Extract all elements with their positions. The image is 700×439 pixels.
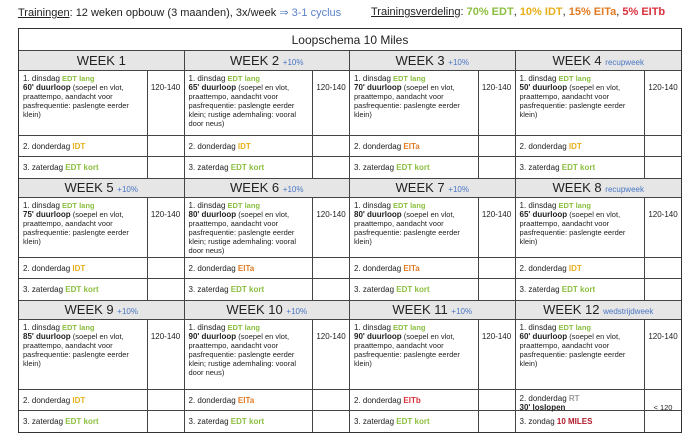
week-label: WEEK 8 xyxy=(552,180,602,195)
day3-side xyxy=(312,411,349,432)
day1-text xyxy=(189,74,309,128)
day1-type: EDT lang xyxy=(558,323,592,332)
day2-type: RT xyxy=(568,394,580,403)
day2-block xyxy=(516,258,682,279)
day1-type: EDT lang xyxy=(393,74,426,83)
day2-text xyxy=(189,396,255,405)
day3-label: 3. zondag xyxy=(519,417,555,426)
day1-label: 1. dinsdag xyxy=(519,74,557,83)
week-header xyxy=(185,178,350,198)
day2-side xyxy=(147,258,184,278)
heart-rate: 120-140 xyxy=(312,71,349,135)
week-tag: +10% xyxy=(448,58,469,67)
week-label: WEEK 1 xyxy=(76,53,126,68)
day2-type: IDT xyxy=(72,396,86,405)
day1-duration: 90' duurloop xyxy=(354,332,402,341)
day2-text xyxy=(520,142,582,151)
day2-label: 2. donderdag xyxy=(188,264,236,273)
day3-label: 3. zaterdag xyxy=(23,285,64,294)
day2-text xyxy=(23,396,85,405)
day1-duration: 65' duurloop xyxy=(188,83,237,92)
day3-block xyxy=(19,411,184,432)
day3-type: EDT kort xyxy=(230,417,265,426)
day3-label: 3. zaterdag xyxy=(23,417,64,426)
day2-text xyxy=(354,264,420,273)
day1-label: 1. dinsdag xyxy=(188,74,226,83)
day1-block xyxy=(185,320,350,390)
day3-type: EDT kort xyxy=(230,163,265,172)
week-label: WEEK 6 xyxy=(230,180,280,195)
day2-side xyxy=(312,390,349,410)
day2-block xyxy=(19,390,184,411)
day3-side xyxy=(644,411,681,432)
week-cell xyxy=(350,51,516,178)
week-header xyxy=(350,178,515,198)
day1-text xyxy=(189,201,309,255)
day1-duration: 70' duurloop xyxy=(354,83,402,92)
day3-type: EDT kort xyxy=(65,163,99,172)
day1-label: 1. dinsdag xyxy=(354,74,391,83)
day3-text xyxy=(520,163,596,172)
day1-description: (soepel en vlot, praattempo, aandacht voor pasfrequentie: paslengte eerder klein) xyxy=(354,210,460,246)
day3-side xyxy=(644,157,681,178)
heart-rate: 120-140 xyxy=(312,320,349,389)
day2-side xyxy=(312,136,349,156)
day1-type: EDT lang xyxy=(558,74,592,83)
day3-side xyxy=(147,279,184,300)
pct-eita: 15% EITa xyxy=(568,6,617,18)
day3-label: 3. zaterdag xyxy=(519,285,560,294)
heart-rate: 120-140 xyxy=(478,320,515,389)
week-label: WEEK 11 xyxy=(392,302,448,317)
week-header xyxy=(185,51,350,71)
heart-rate: 120-140 xyxy=(644,320,681,389)
day2-type: IDT xyxy=(568,264,582,273)
day3-text xyxy=(189,417,265,426)
week-cell xyxy=(516,178,682,300)
day2-label: 2. donderdag xyxy=(354,264,402,273)
day1-type: EDT lang xyxy=(227,323,261,332)
day3-block xyxy=(185,157,350,178)
week-tag: +10% xyxy=(282,185,304,194)
day1-label: 1. dinsdag xyxy=(23,74,60,83)
day3-type: EDT kort xyxy=(561,163,596,172)
week-tag: +10% xyxy=(117,307,138,316)
day1-text xyxy=(189,323,309,377)
heart-rate: 120-140 xyxy=(478,71,515,135)
day3-side xyxy=(478,157,515,178)
day1-duration: 75' duurloop xyxy=(23,210,71,219)
day2-block xyxy=(350,136,515,157)
day3-side xyxy=(478,279,515,300)
week-header xyxy=(185,300,350,320)
day1-text xyxy=(354,323,474,368)
day1-label: 1. dinsdag xyxy=(188,323,226,332)
trainings-label: Trainingen xyxy=(18,7,70,19)
week-header xyxy=(19,51,184,71)
week-header xyxy=(19,300,184,320)
day3-block xyxy=(516,279,682,300)
day2-label: 2. donderdag xyxy=(23,396,71,405)
week-label: WEEK 7 xyxy=(395,180,445,195)
day1-text xyxy=(354,74,474,119)
day3-text xyxy=(189,163,265,172)
day2-label: 2. donderdag xyxy=(23,142,71,151)
day2-block xyxy=(516,136,682,157)
day1-label: 1. dinsdag xyxy=(23,323,60,332)
day2-block xyxy=(19,136,184,157)
day2-side xyxy=(644,258,681,278)
training-summary xyxy=(18,6,341,22)
week-header xyxy=(350,300,515,320)
trainings-text: : 12 weken opbouw (3 maanden), 3x/week xyxy=(69,7,277,19)
day2-type: EITa xyxy=(403,264,420,273)
day2-block xyxy=(185,390,350,411)
week-tag: +10% xyxy=(282,58,304,67)
day1-text xyxy=(520,323,640,368)
week-label: WEEK 5 xyxy=(64,180,114,195)
day3-type: EDT kort xyxy=(65,285,99,294)
day3-type: 10 MILES xyxy=(556,417,593,426)
pct-idt: 10% IDT xyxy=(519,6,563,18)
day2-text xyxy=(23,264,85,273)
week-header xyxy=(516,300,682,320)
sep-1: , xyxy=(513,6,517,18)
day1-type: EDT lang xyxy=(62,201,95,210)
day2-block xyxy=(350,258,515,279)
day2-block xyxy=(350,390,515,411)
day2-type: EITa xyxy=(403,142,420,151)
day3-block xyxy=(19,157,184,178)
schedule-title: Loopschema 10 Miles xyxy=(19,29,681,51)
day2-text xyxy=(354,142,420,151)
day3-block xyxy=(516,411,682,432)
week-cell xyxy=(19,178,185,300)
schedule-table xyxy=(18,28,682,433)
day2-text xyxy=(520,264,582,273)
week-cell xyxy=(19,300,185,432)
day3-label: 3. zaterdag xyxy=(23,163,64,172)
day1-label: 1. dinsdag xyxy=(188,201,226,210)
day2-label: 2. donderdag xyxy=(188,142,236,151)
week-tag: +10% xyxy=(451,307,473,316)
day2-type: EITb xyxy=(403,396,421,405)
day2-text xyxy=(189,142,251,151)
day1-description: (soepel en vlot, praattempo, aandacht voor pasfrequentie: paslengte eerder klein) xyxy=(23,83,129,119)
day1-block xyxy=(19,320,184,390)
day2-type: EITa xyxy=(237,396,255,405)
day3-type: EDT kort xyxy=(396,417,430,426)
week-tag: +10% xyxy=(448,185,469,194)
day3-label: 3. zaterdag xyxy=(354,285,395,294)
heart-rate: 120-140 xyxy=(147,198,184,257)
day2-type: EITa xyxy=(237,264,255,273)
day3-side xyxy=(312,279,349,300)
week-tag: wedstrijdweek xyxy=(603,307,654,316)
day3-type: EDT kort xyxy=(230,285,265,294)
week-cell xyxy=(185,178,351,300)
day1-text xyxy=(23,201,143,246)
day1-duration: 65' duurloop xyxy=(519,210,568,219)
day1-type: EDT lang xyxy=(227,74,261,83)
day3-text xyxy=(520,417,593,426)
day1-type: EDT lang xyxy=(393,201,426,210)
day2-side xyxy=(644,136,681,156)
day3-side xyxy=(478,411,515,432)
day1-duration: 80' duurloop xyxy=(188,210,237,219)
sep-3: , xyxy=(616,6,620,18)
day2-type: IDT xyxy=(237,142,251,151)
day2-text xyxy=(354,396,421,405)
day2-label: 2. donderdag xyxy=(354,396,402,405)
week-tag: +10% xyxy=(286,307,308,316)
week-cell xyxy=(350,300,516,432)
day3-label: 3. zaterdag xyxy=(188,417,229,426)
day3-text xyxy=(520,285,596,294)
day1-description: (soepel en vlot, praattempo, aandacht voor pasfrequentie: paslengte eerder klein) xyxy=(23,332,129,368)
day1-type: EDT lang xyxy=(393,323,426,332)
day3-text xyxy=(354,163,430,172)
day1-description: (soepel en vlot, praattempo, aandacht voor pasfrequentie: paslengte eerder klein) xyxy=(519,83,626,119)
day1-label: 1. dinsdag xyxy=(519,323,557,332)
week-label: WEEK 4 xyxy=(552,53,602,68)
day1-type: EDT lang xyxy=(62,74,95,83)
day1-block xyxy=(185,71,350,136)
heart-rate: 120-140 xyxy=(644,198,681,257)
day1-text xyxy=(520,74,640,119)
day1-description: (soepel en vlot, praattempo, aandacht voor pasfrequentie: paslengte eerder klein) xyxy=(519,210,626,246)
day3-text xyxy=(23,285,99,294)
day3-side xyxy=(147,157,184,178)
week-label: WEEK 9 xyxy=(64,302,114,317)
day3-side xyxy=(147,411,184,432)
day3-text xyxy=(189,285,265,294)
day1-block xyxy=(19,198,184,258)
day1-block xyxy=(350,71,515,136)
day2-label: 2. donderdag xyxy=(23,264,71,273)
day3-block xyxy=(350,157,515,178)
day2-side xyxy=(312,258,349,278)
week-cell xyxy=(19,51,185,178)
day3-block xyxy=(185,411,350,432)
day1-description: (soepel en vlot, praattempo, aandacht voor pasfrequentie: paslengte eerder klein) xyxy=(519,332,626,368)
day3-block xyxy=(516,157,682,178)
day2-block xyxy=(516,390,682,411)
week-tag: recupweek xyxy=(605,58,644,67)
week-label: WEEK 3 xyxy=(395,53,445,68)
day3-block xyxy=(185,279,350,300)
week-header xyxy=(516,178,682,198)
day2-type: IDT xyxy=(72,264,86,273)
heart-rate: 120-140 xyxy=(147,71,184,135)
day2-side xyxy=(478,258,515,278)
day2-label: 2. donderdag xyxy=(519,394,567,403)
sep-2: , xyxy=(562,6,566,18)
day2-type: IDT xyxy=(568,142,582,151)
day2-block xyxy=(185,258,350,279)
day2-label: 2. donderdag xyxy=(188,396,236,405)
day2-label: 2. donderdag xyxy=(519,264,567,273)
week-tag: +10% xyxy=(117,185,138,194)
heart-rate: 120-140 xyxy=(312,198,349,257)
day3-label: 3. zaterdag xyxy=(188,163,229,172)
day1-block xyxy=(185,198,350,258)
day1-type: EDT lang xyxy=(62,323,95,332)
day1-block xyxy=(516,198,682,258)
day3-type: EDT kort xyxy=(396,285,430,294)
day1-duration: 80' duurloop xyxy=(354,210,402,219)
day1-block xyxy=(350,320,515,390)
week-header xyxy=(19,178,184,198)
day1-block xyxy=(19,71,184,136)
distribution-colon: : xyxy=(460,6,464,18)
day3-text xyxy=(23,163,99,172)
day2-label: 2. donderdag xyxy=(354,142,402,151)
day2-side xyxy=(147,390,184,410)
week-cell xyxy=(350,178,516,300)
day1-block xyxy=(516,320,682,390)
row-divider xyxy=(19,178,681,179)
day1-duration: 60' duurloop xyxy=(23,83,71,92)
week-header xyxy=(516,51,682,71)
day2-type: IDT xyxy=(72,142,86,151)
day2-label: 2. donderdag xyxy=(519,142,567,151)
day3-label: 3. zaterdag xyxy=(519,163,560,172)
day1-description: (soepel en vlot, praattempo, aandacht voor pasfrequentie: paslengte eerder klein) xyxy=(354,83,460,119)
day1-text xyxy=(354,201,474,246)
day3-type: EDT kort xyxy=(65,417,99,426)
day1-duration: 90' duurloop xyxy=(188,332,237,341)
day1-description: (soepel en vlot, praattempo, aandacht voor pasfrequentie: paslengte eerder klein) xyxy=(23,210,129,246)
row-divider xyxy=(19,300,681,301)
day1-text xyxy=(520,201,640,246)
day3-type: EDT kort xyxy=(396,163,430,172)
day2-text xyxy=(189,264,255,273)
day1-description: (soepel en vlot, praattempo, aandacht voor pasfrequentie: paslengte eerder klein) xyxy=(354,332,460,368)
day2-side xyxy=(147,136,184,156)
day1-description: (soepel en vlot, praattempo, aandacht voor pasfrequentie: paslengte eerder klein; rustige ademhaling: vooral door neus) xyxy=(188,83,297,128)
heart-rate: 120-140 xyxy=(478,198,515,257)
day1-label: 1. dinsdag xyxy=(519,201,557,210)
day1-description: (soepel en vlot, praattempo, aandacht voor pasfrequentie: paslengte eerder klein; rustige ademhaling: vooral door neus) xyxy=(188,332,297,377)
day1-label: 1. dinsdag xyxy=(23,201,60,210)
day2-side xyxy=(478,390,515,410)
pct-eitb: 5% EITb xyxy=(622,6,666,18)
week-cell xyxy=(185,300,351,432)
week-label: WEEK 2 xyxy=(230,53,280,68)
day3-label: 3. zaterdag xyxy=(354,163,395,172)
day1-text xyxy=(23,74,143,119)
day1-label: 1. dinsdag xyxy=(354,323,391,332)
day3-block xyxy=(350,411,515,432)
pct-edt: 70% EDT xyxy=(466,6,514,18)
day3-label: 3. zaterdag xyxy=(354,417,395,426)
day3-side xyxy=(644,279,681,300)
week-cell xyxy=(516,51,682,178)
week-label: WEEK 12 xyxy=(543,302,600,317)
day3-block xyxy=(19,279,184,300)
day1-description: (soepel en vlot, praattempo, aandacht voor pasfrequentie: paslengte eerder klein; rustige ademhaling: vooral door neus) xyxy=(188,210,297,255)
day1-duration: 50' duurloop xyxy=(519,83,568,92)
day3-label: 3. zaterdag xyxy=(188,285,229,294)
cycle-text: 3-1 cyclus xyxy=(291,7,342,19)
day1-type: EDT lang xyxy=(227,201,261,210)
day1-type: EDT lang xyxy=(558,201,592,210)
training-distribution xyxy=(371,6,665,22)
day1-label: 1. dinsdag xyxy=(354,201,391,210)
day2-block xyxy=(19,258,184,279)
day1-block xyxy=(350,198,515,258)
day2-extra: 30' loslopen xyxy=(519,403,566,412)
day3-block xyxy=(350,279,515,300)
distribution-label: Trainingsverdeling xyxy=(371,6,461,18)
day2-text xyxy=(23,142,85,151)
day2-block xyxy=(185,136,350,157)
arrow-icon: ⇒ xyxy=(279,7,289,19)
day1-text xyxy=(23,323,143,368)
day3-type: EDT kort xyxy=(561,285,596,294)
week-tag: recupweek xyxy=(605,185,644,194)
day2-text xyxy=(520,394,580,412)
day2-side xyxy=(478,136,515,156)
day3-text xyxy=(354,285,430,294)
week-cell xyxy=(185,51,351,178)
heart-rate: 120-140 xyxy=(147,320,184,389)
week-label: WEEK 10 xyxy=(226,302,283,317)
day3-text xyxy=(23,417,99,426)
week-header xyxy=(350,51,515,71)
day1-block xyxy=(516,71,682,136)
week-cell xyxy=(516,300,682,432)
day3-side xyxy=(312,157,349,178)
heart-rate: 120-140 xyxy=(644,71,681,135)
day3-text xyxy=(354,417,430,426)
day1-duration: 60' duurloop xyxy=(519,332,568,341)
day1-duration: 85' duurloop xyxy=(23,332,71,341)
day2-side: < 120 xyxy=(644,390,681,410)
